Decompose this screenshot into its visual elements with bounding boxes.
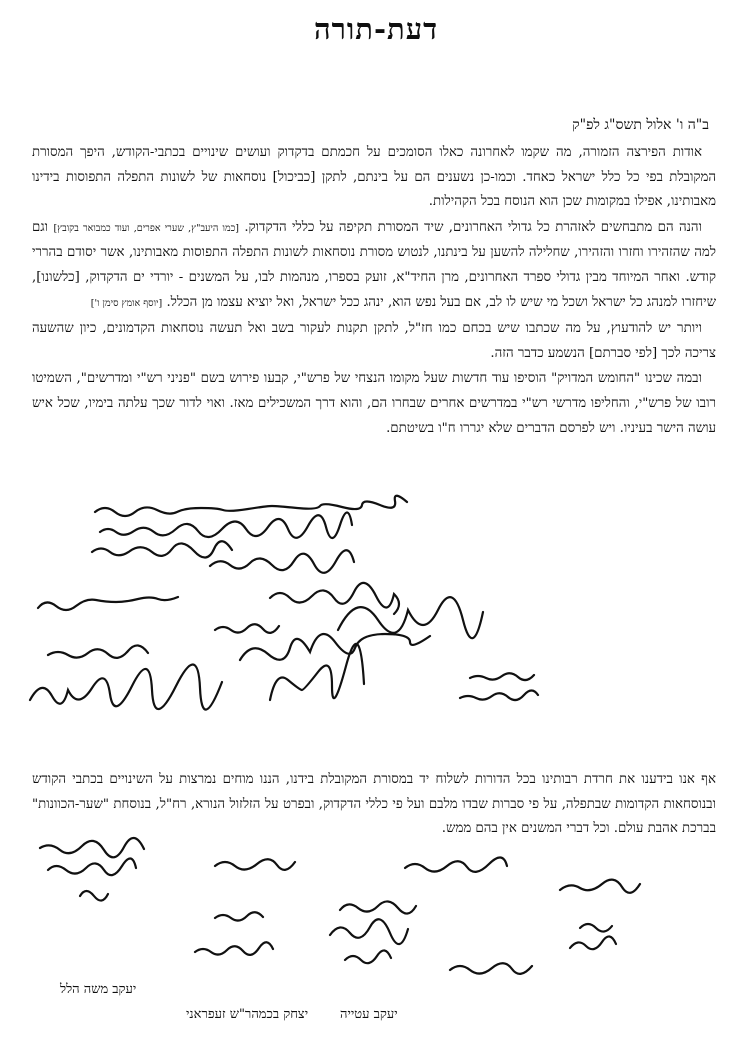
signature-6 <box>270 644 364 700</box>
paragraph-3 <box>32 317 716 366</box>
signature-name-right: יעקב עטייה <box>340 1007 398 1022</box>
signature-3 <box>38 597 178 610</box>
paragraph-2-part-b: וגם למה שהזהירו וחזרו והזהירו, שחלילה להשען על בינתנו, לנטוש מסורת נוסחאות לשונות התפלה התפוסות מאבותינו, אשר יסודם בהררי קודש. ואחר המיוחד מבין גדולי ספרד האחרונים, מרן החיד"א, זועק בספרו, מנהמות לבו, על המשנים - יורדי ים הדקדוק, <box>32 219 716 285</box>
reference-2: [כלשונו] <box>36 269 80 285</box>
signature-5 <box>240 634 430 660</box>
paragraph-4: ובמה שכינו "החומש המדויק" הוסיפו עוד חדשות שעל מקומו הנצחי של פרש"י, קבעו פירוש בשם "פניני רש"י ומדרשים", השמיטו רובו של פרש"י, והחליפו מדרשי רש"י במדרשים אחרים שבחרו הם, והוא דרך המשכילים מאז. ואוי לדור שכך עלתה בימיו, שכל איש עושה הישר בעיניו. ויש לפרסם הדברים שלא יגררו ח"ו בשיטתם. <box>32 371 716 436</box>
reference-4: [לפי סברתם] <box>588 345 658 361</box>
signature-18 <box>340 901 416 913</box>
signature-7 <box>48 645 148 657</box>
handwritten-note-line-1 <box>95 496 407 516</box>
signature-2 <box>270 583 399 614</box>
paragraph-3-part-a: ויותר יש להודעוץ, על מה שכתבו שיש בכחם כמו חז"ל, לתקן תקנות לעקור בשב ואל תעשה נוסחאות הקדמונים, כיון שהשעה צריכה לכך <box>32 321 716 361</box>
reference-3: [יוסף אומץ סימן ו'] <box>90 297 163 309</box>
paragraph-3-part-b: הנשמע כדבר הזה. <box>490 345 585 361</box>
signature-1 <box>210 550 354 573</box>
letter-date: ב"ה ו' אלול תשס"ג לפ"ק <box>572 117 709 133</box>
paragraph-2-part-a: והנה הם מתבחשים לאזהרת כל גדולי האחרונים, שיד המסורת תקיפה על כללי הדקדוק. <box>244 219 702 235</box>
signature-14 <box>80 891 108 901</box>
signature-25 <box>570 936 616 949</box>
paragraph-2-part-c: , שיחזרו למנהג כל ישראל ושכל מי שיש לו לב, אם בעל נפש הוא, ינהג ככל ישראל, ואל יוציא עצמו מן הכלל. <box>32 269 716 310</box>
handwritten-note-line-2 <box>100 513 352 539</box>
signature-name-middle: יצחק בכמהר"ש זעפראני <box>186 1007 309 1022</box>
signature-22 <box>450 963 532 974</box>
signature-9 <box>338 597 483 638</box>
signature-4 <box>215 624 279 633</box>
signature-10 <box>470 673 534 680</box>
page-title: דעת-תורה <box>313 12 439 46</box>
handwritten-note-line-3 <box>92 541 232 557</box>
signature-23 <box>560 880 640 893</box>
signature-name-left: יעקב משה הלל <box>60 982 137 997</box>
handwritten-signatures-upper <box>0 500 752 750</box>
signature-20 <box>345 950 391 963</box>
signature-8 <box>30 664 222 709</box>
signature-17 <box>195 942 273 955</box>
paragraph-2 <box>32 216 716 316</box>
letter-body <box>32 141 716 442</box>
paragraph-1: אודות הפירצה הזמורה, מה שקמו לאחרונה כאלו הסומכים על חכמתם בדקדוק ועושים שינויים בכתבי-הקודש, היפך המסורת המקובלת בפי כל כלל ישראל כאחד. וכמו-כן נשענים הם על בינתם, לתקן [כביכול] נוסחאות של לשונות התפלה התפוסות בידינו מאבותינו, אפילו במקומות שכן הוא הנוסח בכל הקהילות. <box>32 145 716 210</box>
signature-12 <box>40 838 144 857</box>
signature-15 <box>215 859 295 870</box>
handwritten-signatures-lower <box>0 840 752 990</box>
signature-11 <box>460 691 538 701</box>
reference-1: [כמו היעב"ץ, שערי אפרים, ועוד כמבואר בקובץ] <box>53 222 239 234</box>
signature-24 <box>580 924 612 932</box>
signature-16 <box>215 912 263 920</box>
addendum-text: אף אנו בידענו את חרדת רבותינו בכל הדורות לשלוח יד במסורת המקובלת בידנו, הננו מוחים נמרצות על השינויים בכתבי הקודש ובנוסחאות הקדומות שבתפלה, על פי סברות שבדו מלבם ועל פי כללי הדקדוק, ובפרט על הזלזול הנורא, רח"ל, בנוסחת "שער-הכוונות" בברכת אהבת עולם. וכל דברי המשנים אין בהם ממש. <box>32 772 716 837</box>
signature-21 <box>405 857 507 871</box>
signature-19 <box>330 919 408 944</box>
signature-13 <box>48 858 136 875</box>
